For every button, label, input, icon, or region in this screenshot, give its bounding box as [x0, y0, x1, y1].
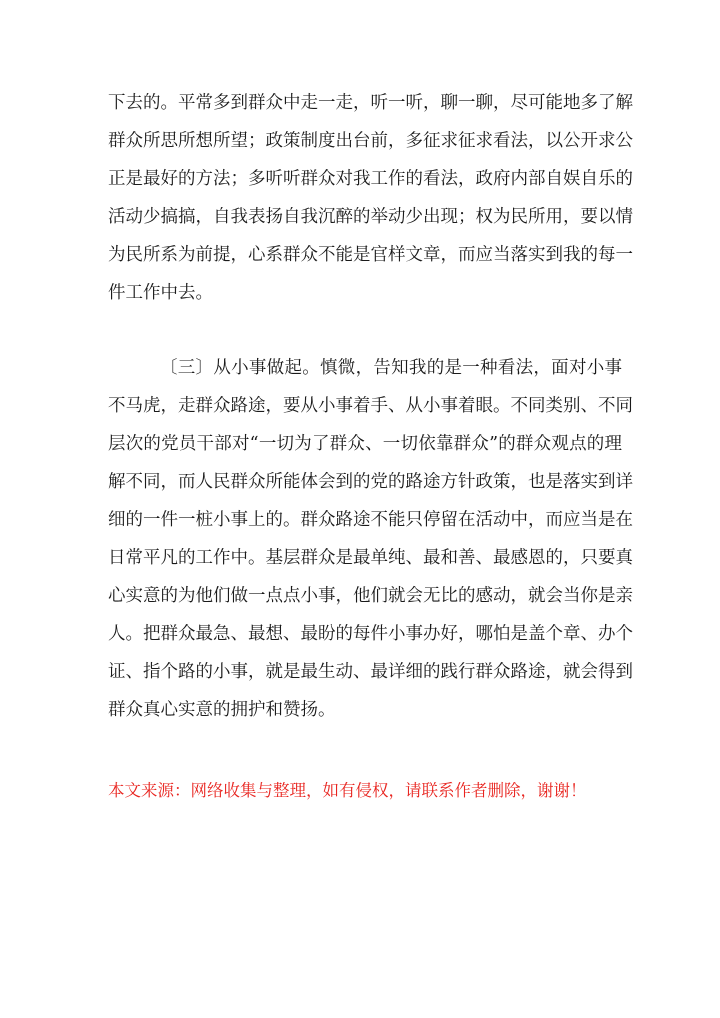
paragraph-line: 证、指个路的小事，就是最生动、最详细的践行群众路途，就会得到 — [108, 662, 633, 682]
paragraph-line: 下去的。平常多到群众中走一走，听一听，聊一聊，尽可能地多了解 — [108, 93, 633, 113]
paragraph-line: 〔三〕从小事做起。慎微，告知我的是一种看法，面对小事 — [160, 358, 622, 378]
paragraph-2 — [108, 349, 633, 729]
paragraph-line: 正是最好的方法；多听听群众对我工作的看法，政府内部自娱自乐的 — [108, 169, 633, 189]
paragraph-line: 日常平凡的工作中。基层群众是最单纯、最和善、最感恩的，只要真 — [108, 548, 633, 568]
paragraph-line: 心实意的为他们做一点点小事，他们就会无比的感动，就会当你是亲 — [108, 586, 633, 606]
paragraph-line: 为民所系为前提，心系群众不能是官样文章，而应当落实到我的每一 — [108, 245, 633, 265]
paragraph-line: 不马虎，走群众路途，要从小事着手、从小事着眼。不同类别、不同 — [108, 396, 633, 416]
paragraph-line: 解不同，而人民群众所能体会到的党的路途方针政策，也是落实到详 — [108, 472, 633, 492]
paragraph-line: 件工作中去。 — [108, 283, 213, 303]
paragraph-line: 层次的党员干部对“一切为了群众、一切依靠群众”的群众观点的理 — [108, 434, 622, 454]
paragraph-line: 活动少搞搞，自我表扬自我沉醉的举动少出现；权为民所用，要以情 — [108, 207, 633, 227]
source-note: 本文来源：网络收集与整理，如有侵权，请联系作者删除，谢谢！ — [108, 781, 587, 800]
paragraph-line: 群众真心实意的拥护和赞扬。 — [108, 700, 336, 720]
paragraph-line: 人。把群众最急、最想、最盼的每件小事办好，哪怕是盖个章、办个 — [108, 624, 633, 644]
paragraph-line: 细的一件一桩小事上的。群众路途不能只停留在活动中，而应当是在 — [108, 510, 633, 530]
paragraph-line: 群众所思所想所望；政策制度出台前，多征求征求看法，以公开求公 — [108, 131, 633, 151]
paragraph-1 — [108, 84, 633, 312]
